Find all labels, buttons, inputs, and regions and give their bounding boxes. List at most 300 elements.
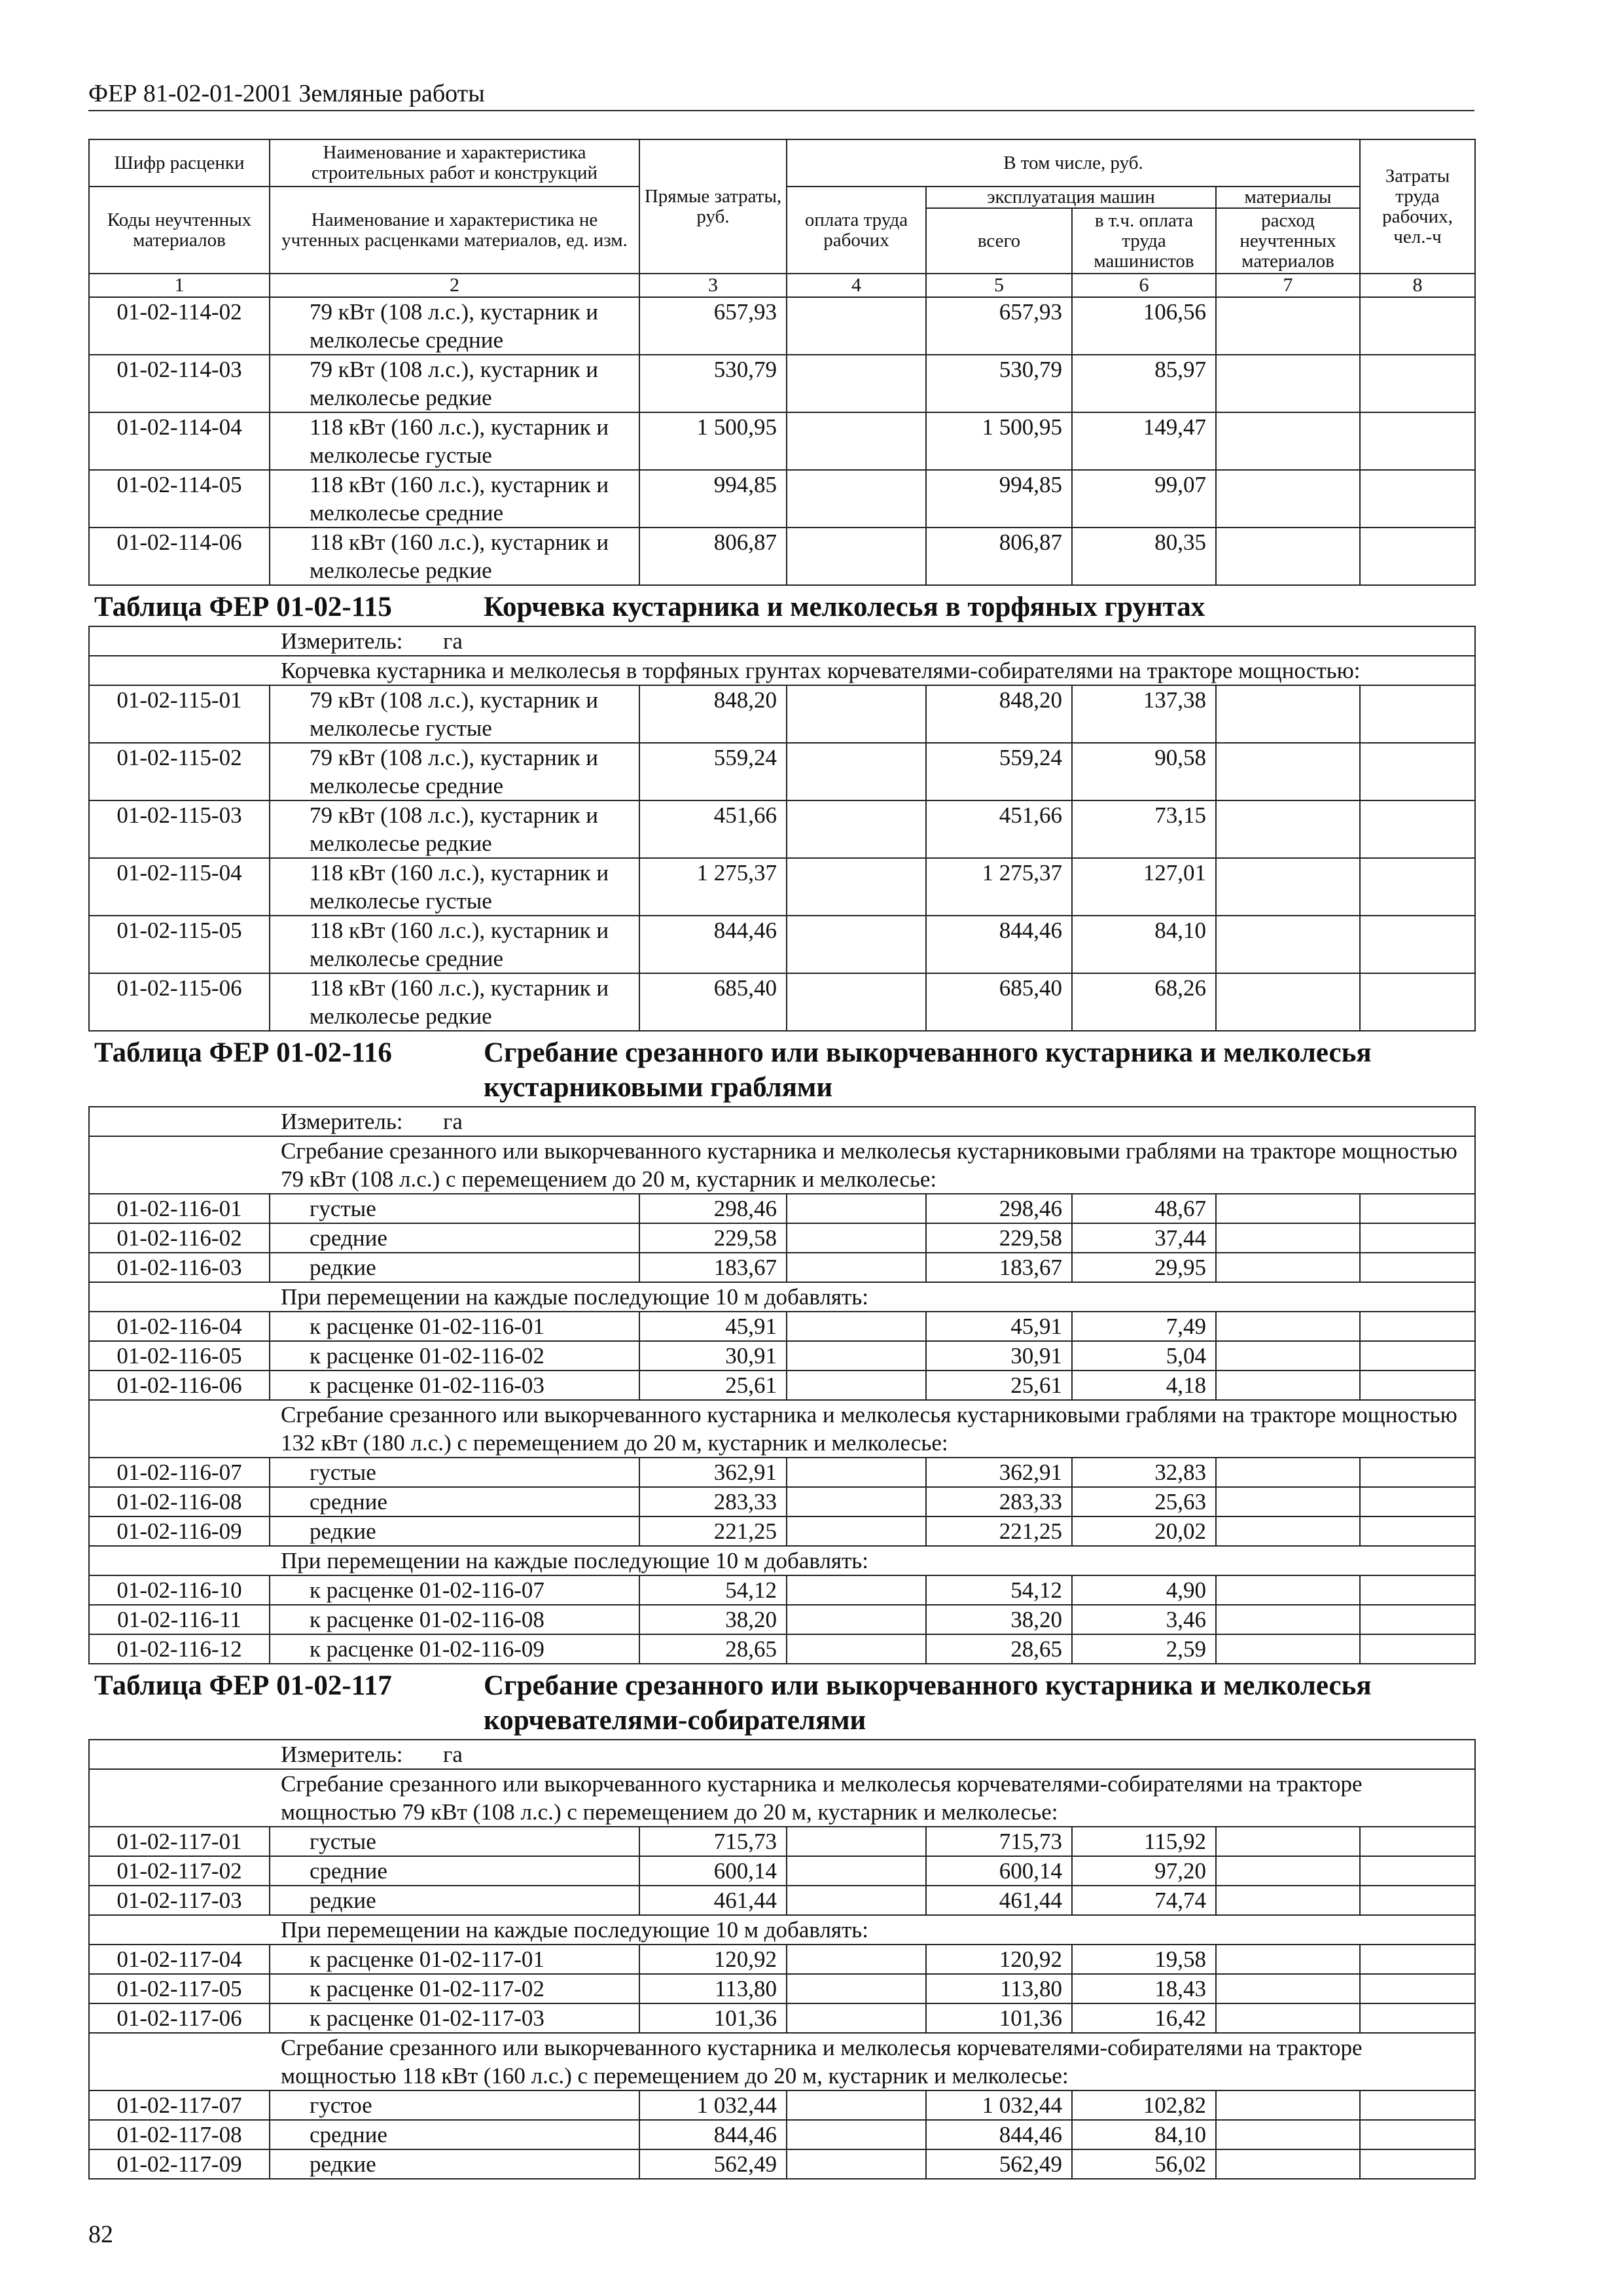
section-note: Сгребание срезанного или выкорчеванного кустарника и мелколесья кустарниковыми граблями на тракторе мощностью 79 кВт (108 л.с.) с перемещением до 20 м, кустарник и мелколесье: — [89, 1136, 1475, 1194]
rate-name: 79 кВт (108 л.с.), кустарник и мелколесье средние — [270, 297, 639, 355]
measure-cell — [89, 1107, 1475, 1136]
materials-usage — [1216, 800, 1360, 858]
labor-pay — [787, 1856, 926, 1886]
machine-total: 715,73 — [926, 1827, 1072, 1856]
table-row — [89, 2149, 1475, 2179]
table-row — [89, 528, 1475, 585]
direct-costs: 38,20 — [639, 1605, 787, 1634]
direct-costs: 685,40 — [639, 973, 787, 1031]
machine-pay: 2,59 — [1072, 1634, 1216, 1664]
labor-pay — [787, 1575, 926, 1605]
labor-pay — [787, 1634, 926, 1664]
labor-pay — [787, 1945, 926, 1974]
labor-cost — [1360, 1341, 1475, 1371]
labor-cost — [1360, 1575, 1475, 1605]
labor-cost — [1360, 2149, 1475, 2179]
rate-code: 01-02-117-01 — [89, 1827, 270, 1856]
table-name: Сгребание срезанного или выкорчеванного кустарника и мелколесья кустарниковыми граблями — [484, 1037, 1372, 1103]
table-row — [89, 685, 1475, 743]
machine-total: 183,67 — [926, 1253, 1072, 1282]
direct-costs: 54,12 — [639, 1575, 787, 1605]
measure-row — [89, 1740, 1475, 1769]
rate-code: 01-02-116-01 — [89, 1194, 270, 1223]
rate-name: редкие — [270, 1253, 639, 1282]
table-title-row — [89, 1031, 1475, 1107]
machine-total: 45,91 — [926, 1312, 1072, 1341]
rate-code: 01-02-117-05 — [89, 1974, 270, 2003]
rate-code: 01-02-115-02 — [89, 743, 270, 800]
materials-usage — [1216, 2003, 1360, 2033]
labor-cost — [1360, 800, 1475, 858]
section-note: Корчевка кустарника и мелколесья в торфяных грунтах корчевателями-собирателями на тракторе мощностью: — [89, 656, 1475, 685]
rate-name: к расценке 01-02-117-02 — [270, 1974, 639, 2003]
labor-pay — [787, 973, 926, 1031]
direct-costs: 229,58 — [639, 1223, 787, 1253]
materials-usage — [1216, 1312, 1360, 1341]
labor-cost-label: Затраты труда рабочих, чел.-ч — [1360, 139, 1475, 274]
rate-code: 01-02-116-04 — [89, 1312, 270, 1341]
rate-name: средние — [270, 1856, 639, 1886]
table-row — [89, 1194, 1475, 1223]
rate-code: 01-02-117-04 — [89, 1945, 270, 1974]
direct-costs: 101,36 — [639, 2003, 787, 2033]
rate-code: 01-02-116-03 — [89, 1253, 270, 1282]
table-title-row — [89, 1664, 1475, 1740]
rate-code: 01-02-117-06 — [89, 2003, 270, 2033]
machine-total: 1 032,44 — [926, 2090, 1072, 2120]
rate-name: 79 кВт (108 л.с.), кустарник и мелколесье редкие — [270, 355, 639, 412]
direct-costs: 25,61 — [639, 1371, 787, 1400]
section-note-row — [89, 1282, 1475, 1312]
table-row — [89, 743, 1475, 800]
machine-pay: 7,49 — [1072, 1312, 1216, 1341]
machine-pay-label: в т.ч. оплата труда машинистов — [1072, 208, 1216, 274]
section-note: Сгребание срезанного или выкорчеванного кустарника и мелколесья корчевателями-собирателями на тракторе мощностью 79 кВт (108 л.с.) с перемещением до 20 м, кустарник и мелколесье: — [89, 1769, 1475, 1827]
machine-pay: 68,26 — [1072, 973, 1216, 1031]
machine-pay: 32,83 — [1072, 1458, 1216, 1487]
machine-total: 562,49 — [926, 2149, 1072, 2179]
rate-code: 01-02-116-10 — [89, 1575, 270, 1605]
materials-usage — [1216, 1575, 1360, 1605]
materials-usage — [1216, 1974, 1360, 2003]
section-note-row — [89, 1769, 1475, 1827]
rate-code: 01-02-117-09 — [89, 2149, 270, 2179]
machine-pay: 90,58 — [1072, 743, 1216, 800]
direct-costs: 844,46 — [639, 2120, 787, 2149]
rate-name: густые — [270, 1458, 639, 1487]
materials-usage — [1216, 685, 1360, 743]
labor-pay — [787, 743, 926, 800]
labor-cost — [1360, 1827, 1475, 1856]
table-row — [89, 1827, 1475, 1856]
rate-code: 01-02-115-04 — [89, 858, 270, 916]
rate-name: к расценке 01-02-116-02 — [270, 1341, 639, 1371]
labor-cost — [1360, 916, 1475, 973]
labor-cost — [1360, 1886, 1475, 1915]
materials-usage-label: расход неучтенных материалов — [1216, 208, 1360, 274]
machine-pay: 99,07 — [1072, 470, 1216, 528]
labor-cost — [1360, 1487, 1475, 1516]
labor-pay — [787, 2090, 926, 2120]
rate-code: 01-02-116-02 — [89, 1223, 270, 1253]
machine-total: 38,20 — [926, 1605, 1072, 1634]
rate-code: 01-02-117-03 — [89, 1886, 270, 1915]
labor-pay — [787, 297, 926, 355]
labor-cost — [1360, 1945, 1475, 1974]
machine-total: 113,80 — [926, 1974, 1072, 2003]
measure-label: Измеритель: — [281, 628, 403, 654]
materials-usage — [1216, 470, 1360, 528]
section-note: При перемещении на каждые последующие 10 м добавлять: — [89, 1546, 1475, 1575]
materials-usage — [1216, 2120, 1360, 2149]
labor-cost — [1360, 685, 1475, 743]
rate-name: к расценке 01-02-116-07 — [270, 1575, 639, 1605]
section-note-row — [89, 1400, 1475, 1458]
section-note-row — [89, 1546, 1475, 1575]
table-row — [89, 2003, 1475, 2033]
machine-total: 994,85 — [926, 470, 1072, 528]
direct-costs: 1 032,44 — [639, 2090, 787, 2120]
measure-cell — [89, 1740, 1475, 1769]
measure-row — [89, 1107, 1475, 1136]
rate-code: 01-02-116-06 — [89, 1371, 270, 1400]
direct-costs: 283,33 — [639, 1487, 787, 1516]
measure-label: Измеритель: — [281, 1742, 403, 1767]
labor-pay — [787, 858, 926, 916]
direct-costs: 1 500,95 — [639, 412, 787, 470]
column-number: 6 — [1072, 274, 1216, 297]
direct-costs-label: Прямые затраты, руб. — [639, 139, 787, 274]
rate-name: к расценке 01-02-116-08 — [270, 1605, 639, 1634]
rate-name: 118 кВт (160 л.с.), кустарник и мелколесье средние — [270, 470, 639, 528]
labor-pay — [787, 1487, 926, 1516]
labor-pay — [787, 2120, 926, 2149]
measure-row — [89, 626, 1475, 656]
name-label: Наименование и характеристика строительных работ и конструкций — [270, 139, 639, 187]
labor-cost — [1360, 528, 1475, 585]
table-row — [89, 1886, 1475, 1915]
table-name: Корчевка кустарника и мелколесья в торфяных грунтах — [484, 592, 1205, 622]
materials-usage — [1216, 1886, 1360, 1915]
machine-total: 54,12 — [926, 1575, 1072, 1605]
section-note: При перемещении на каждые последующие 10 м добавлять: — [89, 1282, 1475, 1312]
materials-usage — [1216, 355, 1360, 412]
labor-pay — [787, 685, 926, 743]
direct-costs: 183,67 — [639, 1253, 787, 1282]
measure-label: Измеритель: — [281, 1109, 403, 1134]
machine-total: 685,40 — [926, 973, 1072, 1031]
labor-pay — [787, 916, 926, 973]
machine-pay: 115,92 — [1072, 1827, 1216, 1856]
section-note: При перемещении на каждые последующие 10 м добавлять: — [89, 1915, 1475, 1945]
rate-name: 79 кВт (108 л.с.), кустарник и мелколесье средние — [270, 743, 639, 800]
labor-pay-label: оплата труда рабочих — [787, 187, 926, 274]
rate-name: редкие — [270, 2149, 639, 2179]
materials-usage — [1216, 1945, 1360, 1974]
table-row — [89, 1371, 1475, 1400]
rate-name: 118 кВт (160 л.с.), кустарник и мелколесье густые — [270, 858, 639, 916]
rate-name: 118 кВт (160 л.с.), кустарник и мелколесье густые — [270, 412, 639, 470]
labor-pay — [787, 470, 926, 528]
rate-name: 79 кВт (108 л.с.), кустарник и мелколесье густые — [270, 685, 639, 743]
rate-code: 01-02-114-02 — [89, 297, 270, 355]
labor-pay — [787, 1886, 926, 1915]
running-header: ФЕР 81-02-01-2001 Земляные работы — [88, 77, 1474, 111]
machine-pay: 20,02 — [1072, 1516, 1216, 1546]
labor-cost — [1360, 973, 1475, 1031]
machine-total: 559,24 — [926, 743, 1072, 800]
materials-usage — [1216, 1194, 1360, 1223]
machine-pay: 127,01 — [1072, 858, 1216, 916]
machine-total: 848,20 — [926, 685, 1072, 743]
table-title — [89, 1031, 1475, 1106]
direct-costs: 559,24 — [639, 743, 787, 800]
column-number: 4 — [787, 274, 926, 297]
direct-costs: 844,46 — [639, 916, 787, 973]
rate-code: 01-02-115-03 — [89, 800, 270, 858]
machine-total: 120,92 — [926, 1945, 1072, 1974]
table-row — [89, 1516, 1475, 1546]
page-number: 82 — [88, 2221, 113, 2248]
table-code: Таблица ФЕР 01-02-115 — [94, 592, 392, 622]
table-row — [89, 412, 1475, 470]
labor-cost — [1360, 1516, 1475, 1546]
machine-pay: 97,20 — [1072, 1856, 1216, 1886]
table-name: Сгребание срезанного или выкорчеванного кустарника и мелколесья корчевателями-собирателями — [484, 1670, 1372, 1736]
table-row — [89, 1223, 1475, 1253]
labor-pay — [787, 1371, 926, 1400]
labor-pay — [787, 1341, 926, 1371]
table-row — [89, 1312, 1475, 1341]
rate-code: 01-02-117-07 — [89, 2090, 270, 2120]
column-number: 1 — [89, 274, 270, 297]
machine-pay: 74,74 — [1072, 1886, 1216, 1915]
rate-name: средние — [270, 2120, 639, 2149]
machine-total: 362,91 — [926, 1458, 1072, 1487]
table-code: Таблица ФЕР 01-02-117 — [94, 1670, 392, 1701]
labor-pay — [787, 1974, 926, 2003]
rate-code: 01-02-116-12 — [89, 1634, 270, 1664]
table-row — [89, 297, 1475, 355]
direct-costs: 1 275,37 — [639, 858, 787, 916]
materials-usage — [1216, 973, 1360, 1031]
direct-costs: 530,79 — [639, 355, 787, 412]
machine-total-label: всего — [926, 208, 1072, 274]
materials-usage — [1216, 412, 1360, 470]
materials-usage — [1216, 1634, 1360, 1664]
machine-total: 298,46 — [926, 1194, 1072, 1223]
machine-total: 30,91 — [926, 1341, 1072, 1371]
machine-pay: 80,35 — [1072, 528, 1216, 585]
labor-pay — [787, 1458, 926, 1487]
machine-total: 25,61 — [926, 1371, 1072, 1400]
machine-total: 28,65 — [926, 1634, 1072, 1664]
direct-costs: 657,93 — [639, 297, 787, 355]
materials-usage — [1216, 858, 1360, 916]
labor-cost — [1360, 2120, 1475, 2149]
table-body — [89, 297, 1475, 2179]
rate-name: к расценке 01-02-116-09 — [270, 1634, 639, 1664]
materials-usage — [1216, 2149, 1360, 2179]
rate-name: к расценке 01-02-116-01 — [270, 1312, 639, 1341]
section-note: Сгребание срезанного или выкорчеванного кустарника и мелколесья кустарниковыми граблями на тракторе мощностью 132 кВт (180 л.с.) с перемещением до 20 м, кустарник и мелколесье: — [89, 1400, 1475, 1458]
column-numbers-row — [89, 274, 1475, 297]
table-row — [89, 858, 1475, 916]
materials-usage — [1216, 528, 1360, 585]
direct-costs: 113,80 — [639, 1974, 787, 2003]
rate-code: 01-02-114-03 — [89, 355, 270, 412]
rate-name: густое — [270, 2090, 639, 2120]
table-row — [89, 1575, 1475, 1605]
rates-table — [88, 139, 1476, 2179]
materials-usage — [1216, 1371, 1360, 1400]
labor-pay — [787, 1516, 926, 1546]
machine-pay: 25,63 — [1072, 1487, 1216, 1516]
direct-costs: 221,25 — [639, 1516, 787, 1546]
machine-pay: 5,04 — [1072, 1341, 1216, 1371]
table-header — [89, 139, 1475, 297]
rate-name: густые — [270, 1194, 639, 1223]
direct-costs: 715,73 — [639, 1827, 787, 1856]
machine-total: 806,87 — [926, 528, 1072, 585]
machine-pay: 84,10 — [1072, 916, 1216, 973]
rate-code: 01-02-115-01 — [89, 685, 270, 743]
materials-usage — [1216, 1487, 1360, 1516]
machine-pay: 4,18 — [1072, 1371, 1216, 1400]
machine-pay: 106,56 — [1072, 297, 1216, 355]
rate-name: средние — [270, 1223, 639, 1253]
table-row — [89, 1458, 1475, 1487]
labor-pay — [787, 1253, 926, 1282]
materials-usage — [1216, 1827, 1360, 1856]
labor-cost — [1360, 1605, 1475, 1634]
rate-code: 01-02-116-09 — [89, 1516, 270, 1546]
machine-pay: 102,82 — [1072, 2090, 1216, 2120]
materials-usage — [1216, 916, 1360, 973]
labor-cost — [1360, 858, 1475, 916]
table-row — [89, 355, 1475, 412]
materials-usage — [1216, 1253, 1360, 1282]
labor-pay — [787, 1194, 926, 1223]
table-row — [89, 1341, 1475, 1371]
materials-usage — [1216, 743, 1360, 800]
materials-usage — [1216, 2090, 1360, 2120]
machine-pay: 149,47 — [1072, 412, 1216, 470]
labor-cost — [1360, 355, 1475, 412]
rate-code: 01-02-115-06 — [89, 973, 270, 1031]
machine-pay: 137,38 — [1072, 685, 1216, 743]
direct-costs: 806,87 — [639, 528, 787, 585]
labor-pay — [787, 1605, 926, 1634]
table-row — [89, 470, 1475, 528]
direct-costs: 451,66 — [639, 800, 787, 858]
table-row — [89, 1945, 1475, 1974]
section-note-row — [89, 2033, 1475, 2090]
rate-code: 01-02-115-05 — [89, 916, 270, 973]
labor-cost — [1360, 470, 1475, 528]
machine-total: 101,36 — [926, 2003, 1072, 2033]
labor-cost — [1360, 1634, 1475, 1664]
rate-name: 118 кВт (160 л.с.), кустарник и мелколесье средние — [270, 916, 639, 973]
materials-usage — [1216, 1341, 1360, 1371]
machine-pay: 84,10 — [1072, 2120, 1216, 2149]
machine-pay: 3,46 — [1072, 1605, 1216, 1634]
direct-costs: 45,91 — [639, 1312, 787, 1341]
labor-pay — [787, 528, 926, 585]
rate-name: 79 кВт (108 л.с.), кустарник и мелколесье редкие — [270, 800, 639, 858]
measure-unit: га — [443, 1742, 463, 1767]
table-title-cell — [89, 1031, 1475, 1107]
machine-pay: 56,02 — [1072, 2149, 1216, 2179]
column-number: 3 — [639, 274, 787, 297]
machine-total: 844,46 — [926, 2120, 1072, 2149]
table-title-cell — [89, 1664, 1475, 1740]
labor-cost — [1360, 1974, 1475, 2003]
section-note-row — [89, 1136, 1475, 1194]
machine-total: 229,58 — [926, 1223, 1072, 1253]
labor-cost — [1360, 2090, 1475, 2120]
direct-costs: 848,20 — [639, 685, 787, 743]
labor-cost — [1360, 1312, 1475, 1341]
labor-pay — [787, 1827, 926, 1856]
rate-name: к расценке 01-02-116-03 — [270, 1371, 639, 1400]
materials-usage — [1216, 1223, 1360, 1253]
labor-pay — [787, 1223, 926, 1253]
table-row — [89, 1634, 1475, 1664]
machine-pay: 19,58 — [1072, 1945, 1216, 1974]
table-row — [89, 973, 1475, 1031]
direct-costs: 30,91 — [639, 1341, 787, 1371]
machine-pay: 16,42 — [1072, 2003, 1216, 2033]
rate-name: средние — [270, 1487, 639, 1516]
labor-cost — [1360, 1223, 1475, 1253]
rate-code: 01-02-116-11 — [89, 1605, 270, 1634]
table-row — [89, 1974, 1475, 2003]
labor-pay — [787, 1312, 926, 1341]
machine-total: 221,25 — [926, 1516, 1072, 1546]
rate-code: 01-02-117-08 — [89, 2120, 270, 2149]
machine-total: 844,46 — [926, 916, 1072, 973]
table-row — [89, 1487, 1475, 1516]
rate-code: 01-02-116-07 — [89, 1458, 270, 1487]
code-label: Шифр расценки — [89, 139, 270, 187]
measure-cell — [89, 626, 1475, 656]
rate-name: редкие — [270, 1516, 639, 1546]
labor-pay — [787, 355, 926, 412]
labor-cost — [1360, 1458, 1475, 1487]
section-note: Сгребание срезанного или выкорчеванного кустарника и мелколесья корчевателями-собирателями на тракторе мощностью 118 кВт (160 л.с.) с перемещением до 20 м, кустарник и мелколесье: — [89, 2033, 1475, 2090]
table-title — [89, 586, 1475, 626]
rate-code: 01-02-116-08 — [89, 1487, 270, 1516]
table-row — [89, 2090, 1475, 2120]
machine-total: 283,33 — [926, 1487, 1072, 1516]
direct-costs: 120,92 — [639, 1945, 787, 1974]
measure-unit: га — [443, 628, 463, 654]
labor-cost — [1360, 1371, 1475, 1400]
labor-cost — [1360, 743, 1475, 800]
machine-total: 1 275,37 — [926, 858, 1072, 916]
direct-costs: 562,49 — [639, 2149, 787, 2179]
materials-usage — [1216, 1856, 1360, 1886]
materials-usage — [1216, 297, 1360, 355]
table-title-row — [89, 585, 1475, 626]
labor-pay — [787, 412, 926, 470]
labor-cost — [1360, 412, 1475, 470]
rate-name: 118 кВт (160 л.с.), кустарник и мелколесье редкие — [270, 973, 639, 1031]
machine-total: 1 500,95 — [926, 412, 1072, 470]
rate-code: 01-02-116-05 — [89, 1341, 270, 1371]
materials-usage — [1216, 1605, 1360, 1634]
